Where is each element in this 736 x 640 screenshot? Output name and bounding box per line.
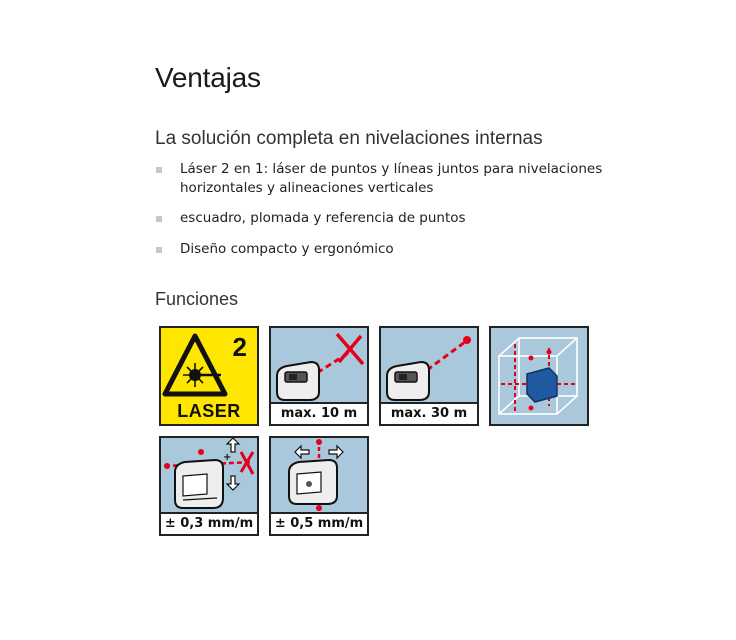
advantages-list [155, 160, 625, 259]
bullet-square-icon [156, 167, 162, 173]
accuracy-line-tile [159, 436, 259, 536]
accuracy-point-caption: ± 0,5 mm/m [271, 512, 367, 534]
laser-class-tile [159, 326, 259, 426]
laser-class-number: 2 [232, 332, 247, 362]
point-accuracy-icon [271, 438, 367, 512]
list-item-text: Láser 2 en 1: láser de puntos y líneas juntos para nivelaciones horizontales y alineaciones verticales [180, 161, 603, 196]
section-subtitle: La solución completa en nivelaciones internas [155, 128, 543, 149]
list-item [155, 240, 625, 259]
point-laser-range-icon [381, 328, 477, 402]
accuracy-point-tile [269, 436, 369, 536]
page-title: Ventajas [155, 62, 261, 93]
range-point-caption: max. 30 m [381, 402, 477, 424]
bullet-square-icon [156, 247, 162, 253]
range-point-tile [379, 326, 479, 426]
bullet-square-icon [156, 216, 162, 222]
functions-heading: Funciones [155, 289, 239, 309]
laser-label: LASER [177, 401, 241, 421]
room-projection-tile [489, 326, 589, 426]
list-item [155, 209, 625, 228]
list-item-text: escuadro, plomada y referencia de puntos [180, 210, 466, 226]
line-accuracy-icon [161, 438, 257, 512]
room-cube-icon [491, 328, 587, 424]
line-laser-range-icon [271, 328, 367, 402]
list-item-text: Diseño compacto y ergonómico [180, 241, 394, 257]
range-line-tile [269, 326, 369, 426]
list-item [155, 160, 625, 198]
plus-sign: + [223, 452, 232, 463]
range-line-caption: max. 10 m [271, 402, 367, 424]
accuracy-line-caption: ± 0,3 mm/m [161, 512, 257, 534]
